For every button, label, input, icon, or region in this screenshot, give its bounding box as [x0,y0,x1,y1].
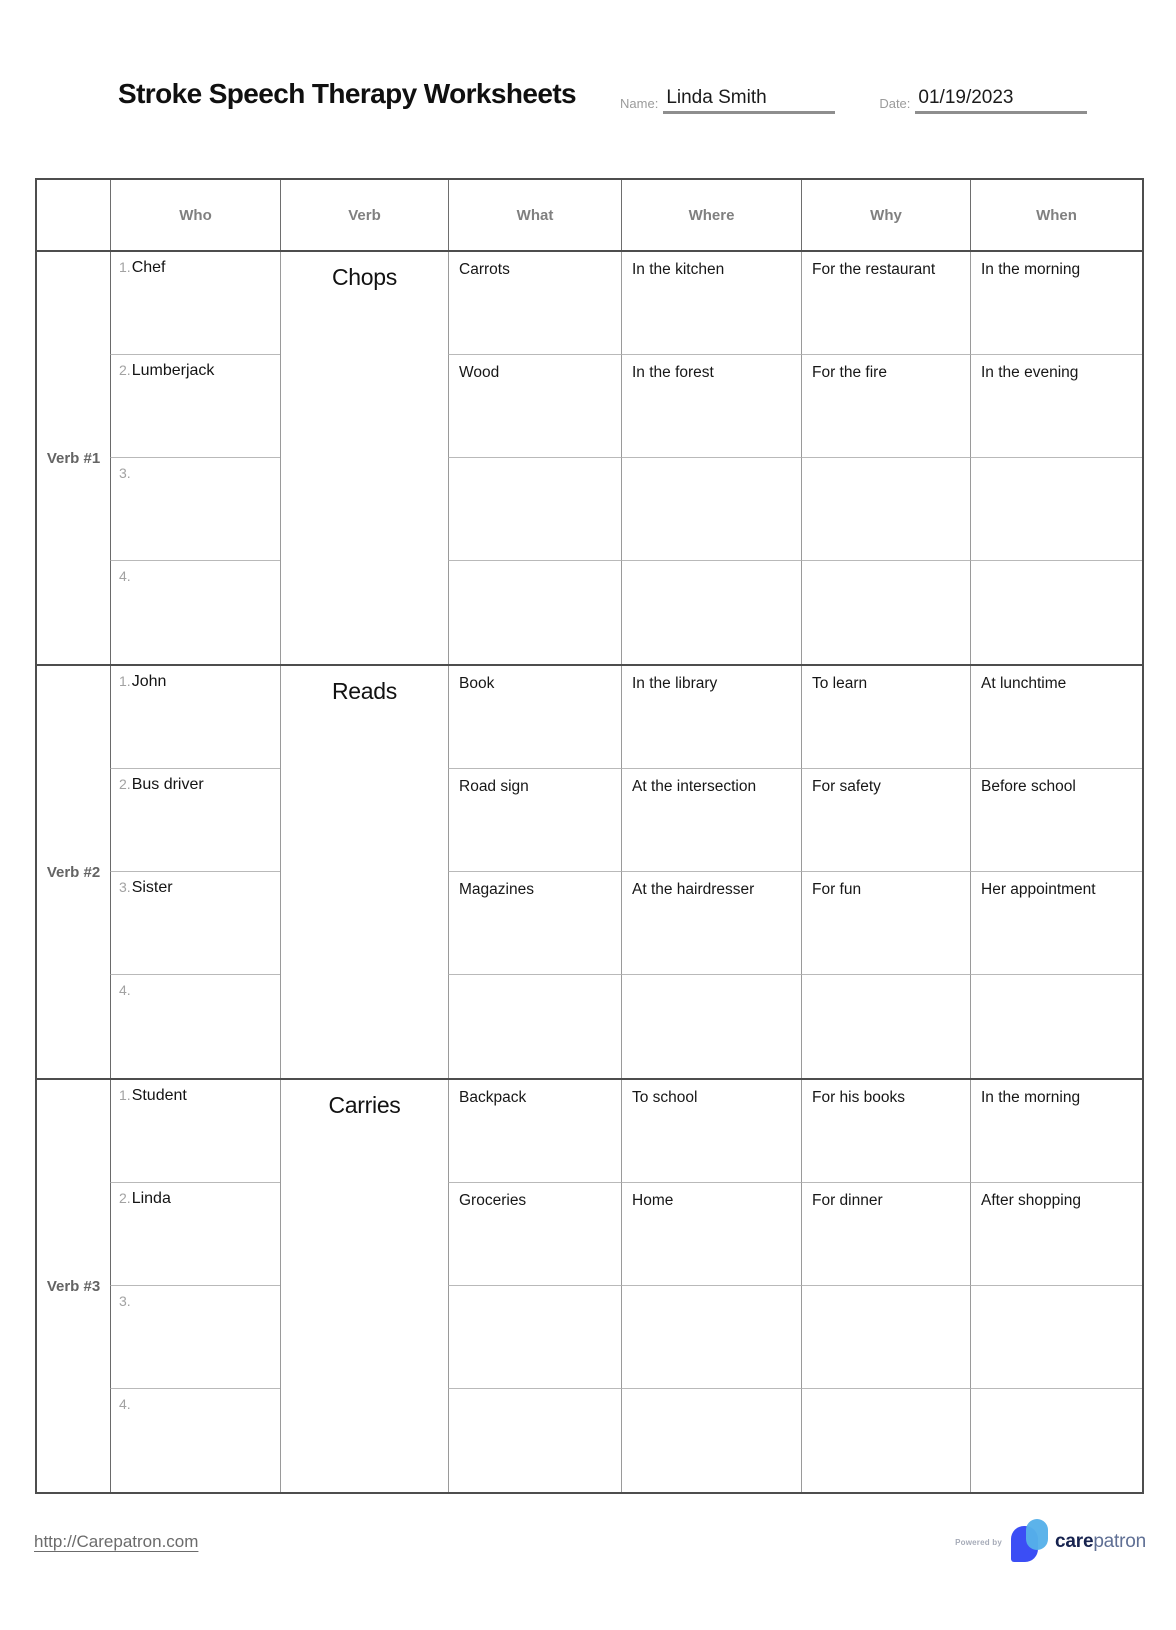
powered-by-brand [955,1516,1146,1568]
name-value: Linda Smith [663,87,835,114]
cell-when [970,1389,1142,1492]
cell-where: To school [621,1080,801,1183]
who-cell [110,1389,280,1492]
cell-when: At lunchtime [970,666,1142,769]
cell-what [448,1286,621,1389]
cell-why [801,458,970,561]
who-number: 1. [119,1087,131,1103]
cell-why: For safety [801,769,970,872]
who-number: 2. [119,1190,131,1206]
cell-what: Magazines [448,872,621,975]
who-number: 1. [119,259,131,275]
powered-by-label: Powered by [955,1537,1003,1547]
who-name: Student [131,1087,187,1104]
cell-where [621,561,801,664]
worksheet-table [35,178,1144,1494]
who-number: 3. [119,879,131,895]
who-name: John [131,673,167,690]
cell-where [621,1286,801,1389]
cell-where [621,975,801,1078]
who-number: 3. [119,465,131,481]
cell-what: Carrots [448,252,621,355]
who-name: Chef [131,259,166,276]
cell-where: In the forest [621,355,801,458]
cell-what [448,458,621,561]
cell-when [970,975,1142,1078]
who-cell [110,561,280,664]
verb-value: Reads [280,666,448,1078]
brand-patron-text: patron [1093,1531,1146,1552]
cell-why [801,1389,970,1492]
who-cell [110,666,280,769]
cell-when: In the morning [970,252,1142,355]
column-header-who: Who [110,180,280,250]
column-header-why: Why [801,180,970,250]
cell-where [621,458,801,561]
cell-when: After shopping [970,1183,1142,1286]
cell-where: At the intersection [621,769,801,872]
cell-when: Before school [970,769,1142,872]
verb-value: Carries [280,1080,448,1492]
who-name: Sister [131,879,173,896]
cell-when [970,561,1142,664]
who-number: 4. [119,982,131,998]
cell-when [970,1286,1142,1389]
who-cell [110,769,280,872]
who-cell [110,355,280,458]
cell-why: For dinner [801,1183,970,1286]
footer-url-link[interactable]: http://Carepatron.com [34,1532,199,1551]
cell-why: To learn [801,666,970,769]
cell-where: At the hairdresser [621,872,801,975]
cell-when [970,458,1142,561]
who-cell [110,872,280,975]
cell-what: Wood [448,355,621,458]
cell-where: In the kitchen [621,252,801,355]
who-number: 2. [119,776,131,792]
cell-why: For his books [801,1080,970,1183]
cell-where [621,1389,801,1492]
cell-when: Her appointment [970,872,1142,975]
corner-cell [37,180,110,250]
document-header [118,78,1136,114]
verb-value: Chops [280,252,448,664]
cell-what [448,975,621,1078]
who-number: 3. [119,1293,131,1309]
verb-block-1 [37,250,1142,664]
cell-what: Groceries [448,1183,621,1286]
column-header-where: Where [621,180,801,250]
who-number: 2. [119,362,131,378]
page-title: Stroke Speech Therapy Worksheets [118,78,577,109]
date-label: Date: [879,96,911,111]
who-name: Bus driver [131,776,204,793]
who-cell [110,1183,280,1286]
brand-care-text: care [1055,1531,1094,1552]
who-cell [110,458,280,561]
verb-group-label: Verb #2 [46,863,101,881]
brand-wordmark [1055,1531,1146,1553]
verb-block-2 [37,664,1142,1078]
cell-what: Book [448,666,621,769]
cell-why [801,975,970,1078]
who-cell [110,252,280,355]
table-body [37,250,1142,1492]
carepatron-logo-icon [1011,1516,1051,1568]
cell-what [448,1389,621,1492]
cell-why [801,561,970,664]
cell-where: In the library [621,666,801,769]
verb-group-label: Verb #3 [46,1277,101,1295]
verb-block-3 [37,1078,1142,1492]
table-header-row [37,180,1142,250]
column-header-what: What [448,180,621,250]
column-header-verb: Verb [280,180,448,250]
cell-why [801,1286,970,1389]
name-label: Name: [620,96,659,111]
who-name: Linda [131,1190,171,1207]
who-number: 4. [119,568,131,584]
who-name: Lumberjack [131,362,215,379]
cell-when: In the evening [970,355,1142,458]
cell-why: For the restaurant [801,252,970,355]
column-header-when: When [970,180,1142,250]
cell-what: Backpack [448,1080,621,1183]
cell-why: For the fire [801,355,970,458]
cell-where: Home [621,1183,801,1286]
who-number: 1. [119,673,131,689]
verb-group-label: Verb #1 [46,449,101,467]
logo-bubble-light [1026,1519,1048,1550]
cell-what: Road sign [448,769,621,872]
date-field [879,87,1087,114]
name-field [620,87,835,114]
who-cell [110,1080,280,1183]
date-value: 01/19/2023 [915,87,1087,114]
who-cell [110,1286,280,1389]
cell-when: In the morning [970,1080,1142,1183]
who-number: 4. [119,1396,131,1412]
cell-why: For fun [801,872,970,975]
cell-what [448,561,621,664]
who-cell [110,975,280,1078]
